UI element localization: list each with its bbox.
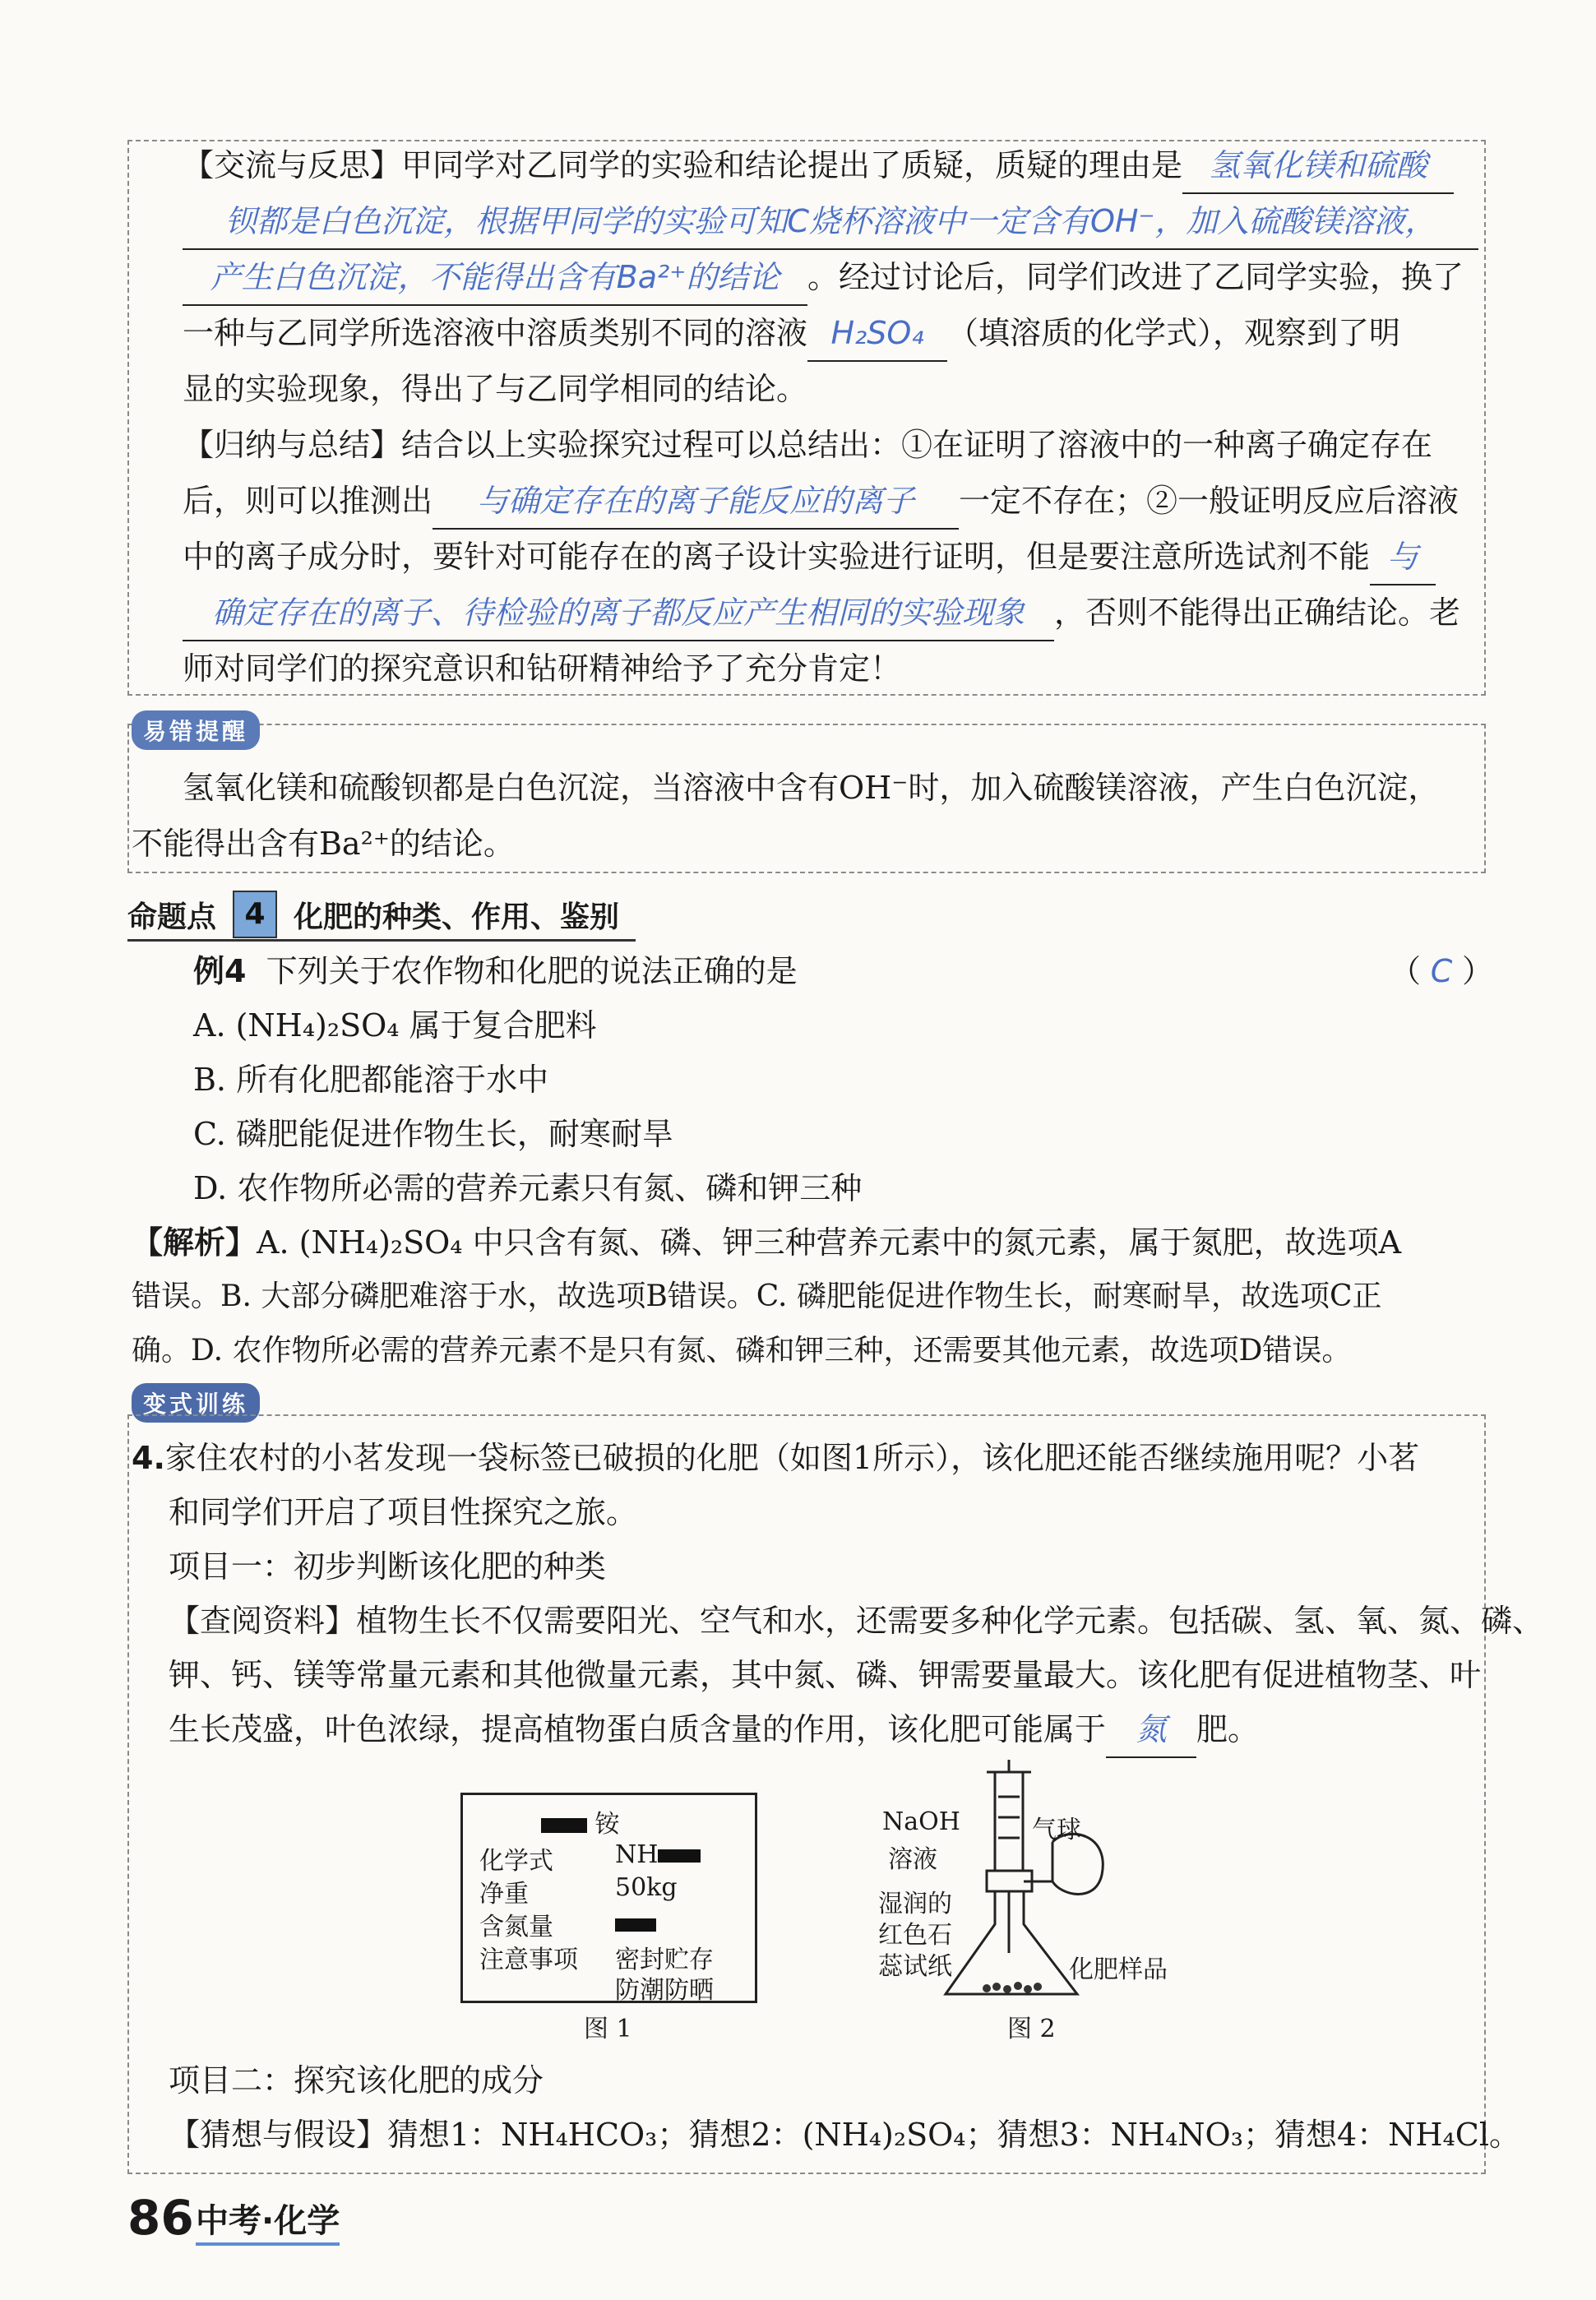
text: 家住农村的小茗发现一袋标签已破损的化肥（如图1所示），该化肥还能否继续施用呢？小茗 [164, 1440, 1420, 1476]
hypothesis-line: 【猜想与假设】猜想1：NH₄HCO₃；猜想2：(NH₄)₂SO₄；猜想3：NH₄NO₃；猜想4：NH₄Cl。 [169, 2117, 1520, 2153]
example-answer [1390, 944, 1493, 998]
row-value: 50kg [615, 1873, 678, 1902]
row-value: 防潮防晒 [615, 1976, 714, 2005]
option-a: A. (NH₄)₂SO₄ 属于复合肥料 [193, 1007, 597, 1044]
training-badge: 变式训练 [132, 1383, 260, 1423]
answer-blank: 与确定存在的离子能反应的离子 [433, 474, 959, 530]
option-d: D. 农作物所必需的营养元素只有氮、磷和钾三种 [193, 1170, 863, 1206]
text-line [183, 194, 1478, 250]
example-label: 例4 [193, 953, 247, 989]
option-b: B. 所有化肥都能溶于水中 [193, 1062, 549, 1098]
row-key: 化学式 [479, 1847, 553, 1876]
text: 肥。 [1196, 1711, 1260, 1747]
text-line [183, 474, 1459, 530]
question-number: 4. [132, 1440, 165, 1476]
sample-label: 化肥样品 [1069, 1955, 1168, 1984]
balloon-label: 气球 [1032, 1816, 1081, 1844]
section-number: 4 [233, 891, 277, 938]
figure1-title: 铵 [594, 1810, 620, 1839]
example-stem [193, 944, 798, 998]
question-line: 和同学们开启了项目性探究之旅。 [169, 1494, 638, 1530]
text: 。经过讨论后，同学们改进了乙同学实验，换了 [807, 259, 1464, 295]
text: A. (NH₄)₂SO₄ 中只含有氮、磷、钾三种营养元素中的氮元素，属于氮肥，故选项A [257, 1224, 1402, 1261]
project-two: 项目二：探究该化肥的成分 [169, 2062, 544, 2099]
answer-blank: 与 [1370, 530, 1436, 585]
text-line [183, 530, 1436, 585]
figure1-label [460, 1793, 757, 2003]
text-line [183, 585, 1460, 641]
question-line [132, 1431, 1419, 1485]
syringe [987, 1760, 1031, 1871]
answer-value: C [1430, 953, 1453, 989]
text-line [183, 138, 1454, 194]
footer-title: 中考·化学 [196, 2200, 340, 2246]
section-label: 命题点 [127, 900, 217, 934]
project-one: 项目一：初步判断该化肥的种类 [169, 1548, 607, 1585]
flask [946, 1871, 1077, 1994]
answer-blank: 氢氧化镁和硫酸 [1182, 138, 1454, 194]
text: 生长茂盛，叶色浓绿，提高植物蛋白质含量的作用，该化肥可能属于 [169, 1711, 1107, 1747]
text-line: 显的实验现象，得出了与乙同学相同的结论。 [183, 371, 808, 407]
text: ，否则不能得出正确结论。老 [1054, 595, 1461, 631]
text: （填溶质的化学式），观察到了明 [947, 315, 1401, 351]
text-line: 【归纳与总结】结合以上实验探究过程可以总结出：①在证明了溶液中的一种离子确定存在 [183, 427, 1433, 463]
row-value: NH [615, 1840, 659, 1869]
answer-blank: H₂SO₄ [807, 306, 947, 362]
redacted-block [658, 1849, 701, 1863]
section-heading [127, 890, 636, 942]
tip-line: 不能得出含有Ba²⁺的结论。 [132, 826, 515, 862]
text: 一种与乙同学所选溶液中溶质类别不同的溶液 [183, 315, 808, 351]
paren: ） [1462, 953, 1494, 989]
analysis-label: 【解析】 [132, 1224, 257, 1261]
fertilizer-sample [983, 1982, 1042, 1993]
analysis-line [132, 1215, 1401, 1270]
info-line: 【查阅资料】植物生长不仅需要阳光、空气和水，还需要多种化学元素。包括碳、氢、氧、氮、磷、 [169, 1603, 1544, 1639]
text-line [183, 306, 1400, 362]
answer-blank: 钡都是白色沉淀，根据甲同学的实验可知C烧杯溶液中一定含有OH⁻，加入硫酸镁溶液， [183, 194, 1478, 250]
analysis-line: 错误。B. 大部分磷肥难溶于水，故选项B错误。C. 磷肥能促进作物生长，耐寒耐旱，故选项C正 [132, 1280, 1382, 1313]
row-key: 净重 [479, 1880, 529, 1909]
tip-badge: 易错提醒 [132, 710, 260, 750]
text: 下列关于农作物和化肥的说法正确的是 [266, 953, 798, 989]
row-key: 含氮量 [479, 1913, 553, 1941]
text-line [183, 250, 1464, 306]
figure1-caption: 图 1 [584, 2015, 632, 2043]
text: 中的离子成分时，要针对可能存在的离子设计实验进行证明，但是要注意所选试剂不能 [183, 539, 1371, 575]
row-value: 密封贮存 [615, 1946, 714, 1974]
info-line [169, 1702, 1259, 1758]
paren: （ [1390, 953, 1422, 989]
info-line: 钾、钙、镁等常量元素和其他微量元素，其中氮、磷、钾需要量最大。该化肥有促进植物茎、叶 [169, 1657, 1482, 1693]
page-number: 86 [127, 2190, 194, 2246]
paper-label: 湿润的 [878, 1890, 952, 1918]
answer-blank: 氮 [1106, 1702, 1196, 1758]
solution-label: 溶液 [888, 1845, 937, 1874]
paper-label: 蕊试纸 [878, 1952, 952, 1981]
text: 后，则可以推测出 [183, 483, 433, 519]
text: 【交流与反思】甲同学对乙同学的实验和结论提出了质疑，质疑的理由是 [183, 147, 1183, 183]
redacted-block [541, 1818, 587, 1833]
tip-line: 氢氧化镁和硫酸钡都是白色沉淀，当溶液中含有OH⁻时，加入硫酸镁溶液，产生白色沉淀， [183, 770, 1440, 806]
answer-blank: 确定存在的离子、待检验的离子都反应产生相同的实验现象 [183, 585, 1054, 641]
section-title: 化肥的种类、作用、鉴别 [294, 900, 620, 934]
naoh-label: NaOH [882, 1807, 960, 1836]
paper-label: 红色石 [878, 1921, 952, 1950]
option-c: C. 磷肥能促进作物生长，耐寒耐旱 [193, 1116, 673, 1152]
row-key: 注意事项 [479, 1946, 578, 1974]
redacted-block [615, 1918, 656, 1932]
text: 一定不存在；②一般证明反应后溶液 [959, 483, 1460, 519]
answer-blank: 产生白色沉淀，不能得出含有Ba²⁺的结论 [183, 250, 807, 306]
figure2-caption: 图 2 [1007, 2015, 1056, 2043]
analysis-line: 确。D. 农作物所必需的营养元素不是只有氮、磷和钾三种，还需要其他元素，故选项D错误。 [132, 1334, 1352, 1368]
text-line: 师对同学们的探究意识和钻研精神给予了充分肯定！ [183, 650, 902, 687]
